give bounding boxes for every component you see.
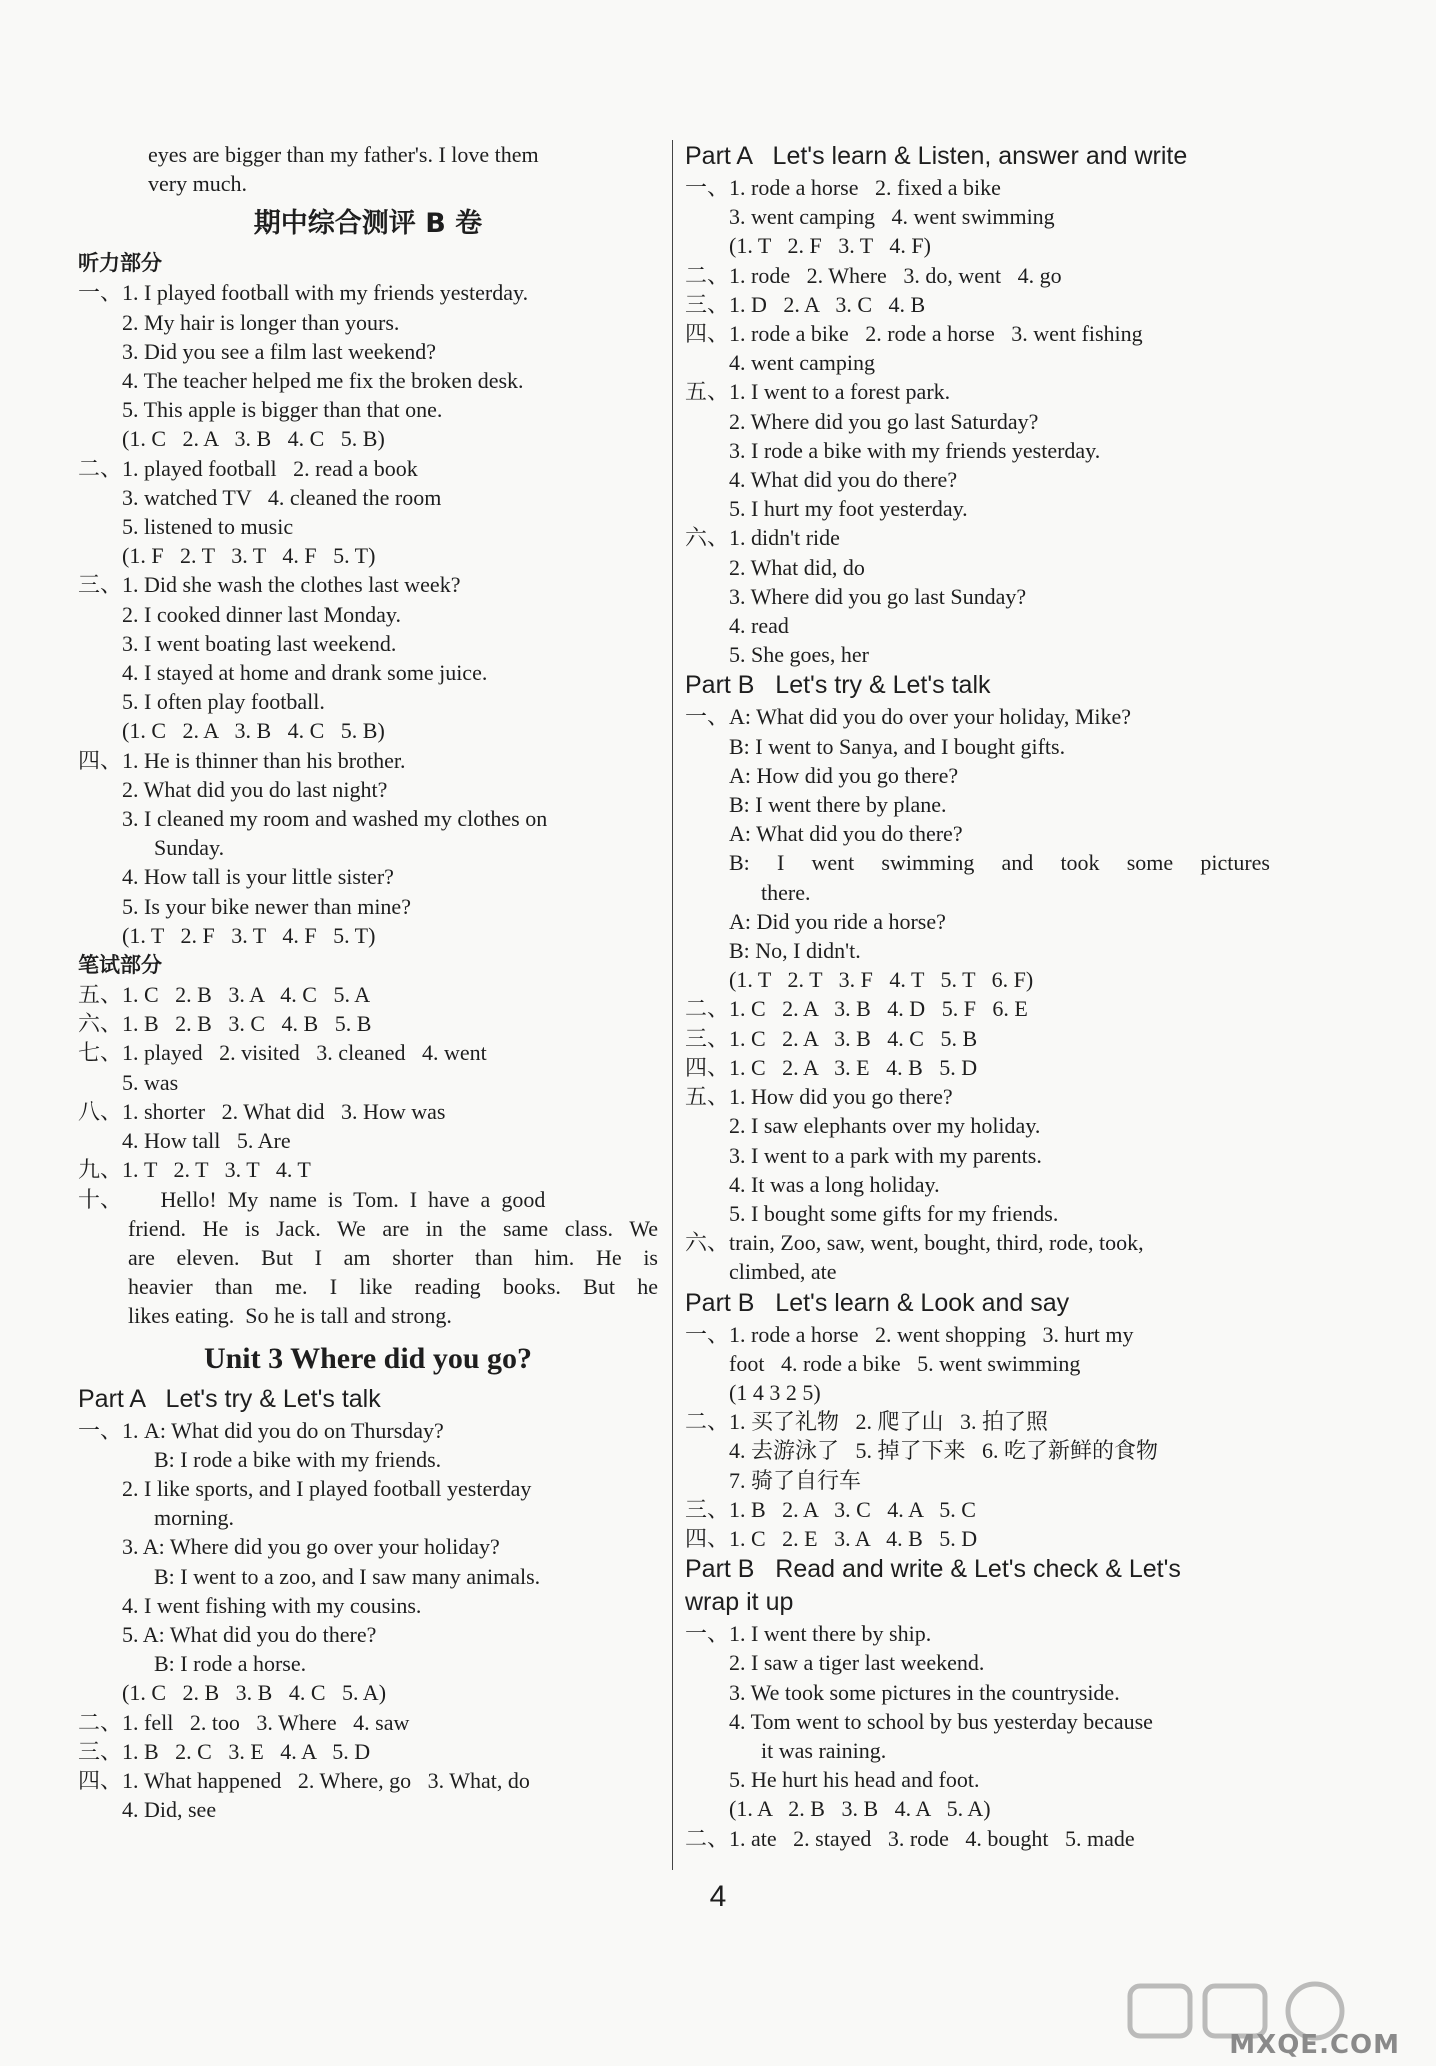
answer-line: (1. T 2. F 3. T 4. F 5. T) (122, 922, 376, 948)
answer-line: (1. T 2. F 3. T 4. F) (729, 233, 931, 259)
answer-line: 4. The teacher helped me fix the broken desk. (122, 368, 524, 394)
answer-line: 3. Where did you go last Sunday? (729, 583, 1027, 609)
answer-line: 2. I cooked dinner last Monday. (122, 601, 402, 627)
answer-line: morning. (154, 1505, 235, 1531)
answer-line: 3. I rode a bike with my friends yesterday. (729, 437, 1101, 463)
answer-line: 五、1. How did you go there? (685, 1084, 953, 1110)
answer-line: 四、1. He is thinner than his brother. (78, 747, 406, 773)
unit-title: Unit 3 Where did you go? (203, 1341, 533, 1375)
written-heading: 笔试部分 (78, 953, 162, 978)
answer-line: 5. This apple is bigger than that one. (122, 397, 443, 423)
answer-line: 3. A: Where did you go over your holiday? (122, 1534, 500, 1560)
answer-line: 5. He hurt his head and foot. (729, 1767, 980, 1793)
answer-line: 三、1. C 2. A 3. B 4. C 5. B (685, 1025, 978, 1051)
answer-line: 5. I hurt my foot yesterday. (729, 496, 968, 522)
answer-line: 3. We took some pictures in the countryside. (729, 1679, 1120, 1705)
answer-line: it was raining. (761, 1737, 887, 1763)
answer-line: 二、1. ate 2. stayed 3. rode 4. bought 5. made (685, 1825, 1135, 1851)
answer-line: climbed, ate (729, 1259, 837, 1285)
answer-line: foot 4. rode a bike 5. went swimming (729, 1350, 1081, 1376)
section-heading: Part A Let's learn & Listen, answer and write (685, 142, 1188, 170)
answer-line: 一、1. A: What did you do on Thursday? (78, 1417, 444, 1443)
intro-line-1: eyes are bigger than my father's. I love them (148, 142, 539, 167)
watermark-url: MXQE.COM (1229, 2030, 1400, 2060)
answer-line: there. (761, 879, 811, 905)
answer-line: 四、1. C 2. E 3. A 4. B 5. D (685, 1525, 978, 1551)
answer-line: (1. F 2. T 3. T 4. F 5. T) (122, 543, 376, 569)
answer-line: 八、1. shorter 2. What did 3. How was (78, 1098, 446, 1124)
answer-line: 一、1. I played football with my friends yesterday. (78, 280, 529, 306)
section-answers (685, 1619, 1270, 1853)
answer-line: 4. I stayed at home and drank some juice. (122, 660, 488, 686)
answer-line: 4. read (729, 613, 789, 639)
left-column (78, 140, 658, 1824)
answer-line: 五、1. I went to a forest park. (685, 379, 951, 405)
answer-line: 2. Where did you go last Saturday? (729, 408, 1039, 434)
answer-line: 六、1. B 2. B 3. C 4. B 5. B (78, 1011, 372, 1037)
essay-lead: 十、 Hello! My name is Tom. I have a good (78, 1186, 546, 1212)
answer-line: 2. What did you do last night? (122, 776, 388, 802)
right-column (685, 140, 1270, 1853)
answer-line: A: What did you do there? (729, 821, 963, 847)
answer-line: 2. My hair is longer than yours. (122, 309, 400, 335)
essay-body (78, 1214, 658, 1331)
answer-line: 3. I cleaned my room and washed my clothes on (122, 806, 548, 832)
section-answers (685, 1320, 1270, 1554)
column-divider (672, 140, 673, 1870)
answer-line: 3. I went boating last weekend. (122, 630, 397, 656)
section-heading: Part B Let's try & Let's talk (685, 671, 991, 700)
answer-line: B: I went to a zoo, and I saw many animals. (154, 1563, 541, 1589)
answer-line: 3. went camping 4. went swimming (729, 204, 1055, 230)
section-answers (685, 702, 1270, 1286)
section-heading: Part B Let's learn & Look and say (685, 1288, 1070, 1317)
answer-line: B: I rode a bike with my friends. (154, 1446, 442, 1472)
answer-line: 二、1. fell 2. too 3. Where 4. saw (78, 1709, 410, 1735)
answer-line: 4. 去游泳了 5. 掉了下来 6. 吃了新鲜的食物 (729, 1438, 1159, 1464)
answer-line: 7. 骑了自行车 (729, 1467, 862, 1493)
answer-line: 九、1. T 2. T 3. T 4. T (78, 1157, 311, 1183)
answer-line: 3. watched TV 4. cleaned the room (122, 484, 442, 510)
answer-line: B: I rode a horse. (154, 1651, 307, 1677)
answer-line: (1 4 3 2 5) (729, 1379, 821, 1405)
answer-line: 五、1. C 2. B 3. A 4. C 5. A (78, 982, 371, 1008)
part-a-heading: Part A Let's try & Let's talk (78, 1384, 381, 1413)
answer-line: B: I went there by plane. (729, 792, 947, 818)
answer-line: 二、1. 买了礼物 2. 爬了山 3. 拍了照 (685, 1409, 1049, 1435)
answer-line: 4. Tom went to school by bus yesterday because (729, 1708, 1153, 1734)
answer-line: 六、1. didn't ride (685, 525, 840, 551)
section-heading: Part B Read and write & Let's check & Let's (685, 1555, 1181, 1584)
answer-line: 七、1. played 2. visited 3. cleaned 4. went (78, 1040, 487, 1066)
written-answers (78, 980, 658, 1184)
essay-line: heavier than me. I like reading books. But he (128, 1274, 658, 1300)
answer-line: 一、1. rode a horse 2. went shopping 3. hurt my (685, 1321, 1134, 1347)
answer-line: B: I went to Sanya, and I bought gifts. (729, 733, 1066, 759)
answer-line: (1. C 2. B 3. B 4. C 5. A) (122, 1680, 387, 1706)
exam-title: 期中综合测评 B 卷 (253, 208, 483, 240)
answer-line: (1. A 2. B 3. B 4. A 5. A) (729, 1796, 991, 1822)
answer-line: (1. C 2. A 3. B 4. C 5. B) (122, 426, 385, 452)
answer-line: 5. I bought some gifts for my friends. (729, 1200, 1059, 1226)
answer-line: 三、1. B 2. A 3. C 4. A 5. C (685, 1496, 976, 1522)
listening-answers (78, 278, 658, 950)
answer-line: 4. It was a long holiday. (729, 1171, 940, 1197)
answer-line: B: No, I didn't. (729, 938, 861, 964)
answer-line: 3. I went to a park with my parents. (729, 1142, 1042, 1168)
answer-line: 4. How tall is your little sister? (122, 864, 394, 890)
answer-line: 三、1. Did she wash the clothes last week? (78, 572, 461, 598)
essay-line: friend. He is Jack. We are in the same class. We (128, 1215, 658, 1241)
answer-line: 一、1. I went there by ship. (685, 1621, 932, 1647)
answer-line: 4. How tall 5. Are (122, 1128, 291, 1154)
answer-line: 5. I often play football. (122, 689, 325, 715)
essay-line: are eleven. But I am shorter than him. He is (128, 1244, 658, 1270)
answer-line: 六、train, Zoo, saw, went, bought, third, rode, took, (685, 1230, 1144, 1256)
answer-line: 4. went camping (729, 350, 876, 376)
answer-line: 2. I saw a tiger last weekend. (729, 1650, 985, 1676)
answer-line: 2. What did, do (729, 554, 865, 580)
answer-line: 四、1. rode a bike 2. rode a horse 3. went fishing (685, 321, 1143, 347)
answer-line: 四、1. C 2. A 3. E 4. B 5. D (685, 1054, 978, 1080)
answer-line: 2. I saw elephants over my holiday. (729, 1113, 1041, 1139)
answer-line: (1. C 2. A 3. B 4. C 5. B) (122, 718, 385, 744)
essay-line: likes eating. So he is tall and strong. (128, 1303, 452, 1329)
answer-line: 4. Did, see (122, 1797, 217, 1823)
intro-line-2: very much. (148, 171, 247, 197)
answer-line: A: Did you ride a horse? (729, 908, 946, 934)
answer-line: 3. Did you see a film last weekend? (122, 338, 437, 364)
section-heading-cont: wrap it up (685, 1588, 794, 1617)
answer-line: 一、1. rode a horse 2. fixed a bike (685, 175, 1001, 200)
answer-line: (1. T 2. T 3. F 4. T 5. T 6. F) (729, 967, 1034, 993)
answer-line: 4. What did you do there? (729, 467, 958, 493)
answer-line: 2. I like sports, and I played football yesterday (122, 1475, 532, 1501)
answer-line: 二、1. C 2. A 3. B 4. D 5. F 6. E (685, 996, 1028, 1022)
answer-line: 四、1. What happened 2. Where, go 3. What, do (78, 1767, 530, 1793)
answer-line: Sunday. (154, 835, 225, 861)
listening-heading: 听力部分 (78, 251, 162, 276)
unit-answers (78, 1416, 658, 1825)
page-number: 4 (709, 1880, 727, 1913)
answer-line: 4. I went fishing with my cousins. (122, 1592, 422, 1618)
answer-line: B: I went swimming and took some pictures (729, 850, 1270, 876)
answer-line: 三、1. B 2. C 3. E 4. A 5. D (78, 1738, 371, 1764)
answer-line: 二、1. rode 2. Where 3. do, went 4. go (685, 262, 1062, 288)
answer-line: 5. Is your bike newer than mine? (122, 893, 411, 919)
answer-line: 5. was (122, 1069, 179, 1095)
answer-line: 三、1. D 2. A 3. C 4. B (685, 291, 926, 317)
answer-line: 5. listened to music (122, 514, 294, 540)
answer-line: 5. She goes, her (729, 642, 869, 668)
answer-line: 5. A: What did you do there? (122, 1621, 377, 1647)
section-answers (685, 173, 1270, 669)
answer-line: 一、A: What did you do over your holiday, Mike? (685, 704, 1132, 730)
answer-line: 二、1. played football 2. read a book (78, 455, 418, 481)
answer-line: A: How did you go there? (729, 762, 959, 788)
